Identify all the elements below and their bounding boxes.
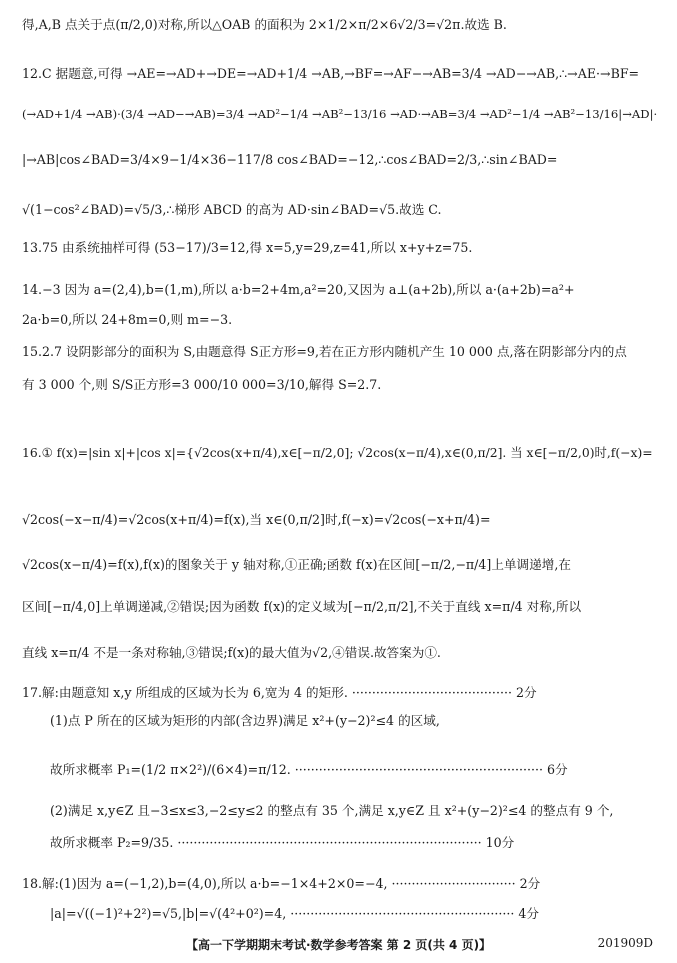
page-footer (0, 936, 677, 954)
text-line: 得,A,B 点关于点(π/2,0)对称,所以△OAB 的面积为 2×1/2×π/2×6√2/3=√2π.故选 B. (22, 17, 507, 32)
text-line: 18.解:(1)因为 a=(−1,2),b=(4,0),所以 a·b=−1×4+2×0=−4, ······························· 2分 (22, 876, 541, 891)
text-line: 15.2.7 设阴影部分的面积为 S,由题意得 S正方形=9,若在正方形内随机产生 10 000 点,落在阴影部分内的点 (22, 344, 627, 359)
text-line: 故所求概率 P₂=9/35. ············································································ 10分 (50, 835, 515, 850)
text-line: 2a·b=0,所以 24+8m=0,则 m=−3. (22, 312, 233, 327)
text-line: 有 3 000 个,则 S/S正方形=3 000/10 000=3/10,解得 S=2.7. (22, 377, 382, 392)
text-line: 16.① f(x)=|sin x|+|cos x|={√2cos(x+π/4),x∈[−π/2,0]; √2cos(x−π/4),x∈(0,π/2]. 当 x∈[−π/2,0)时,f(−x)= (22, 446, 653, 460)
text-line: 区间[−π/4,0]上单调递减,②错误;因为函数 f(x)的定义域为[−π/2,π/2],不关于直线 x=π/4 对称,所以 (22, 599, 582, 614)
text-line: 故所求概率 P₁=(1/2 π×2²)/(6×4)=π/12. ······························································ 6分 (50, 762, 568, 777)
text-line: 17.解:由题意知 x,y 所组成的区域为长为 6,宽为 4 的矩形. ········································ 2分 (22, 685, 537, 700)
text-line: (→AD+1/4 →AB)·(3/4 →AD−→AB)=3/4 →AD²−1/4 →AB²−13/16 →AD·→AB=3/4 →AD²−1/4 →AB²−13/16|→AD|· (22, 107, 658, 121)
text-line: √(1−cos²∠BAD)=√5/3,∴梯形 ABCD 的高为 AD·sin∠BAD=√5.故选 C. (22, 202, 442, 217)
text-line: √2cos(−x−π/4)=√2cos(x+π/4)=f(x),当 x∈(0,π/2]时,f(−x)=√2cos(−x+π/4)= (22, 512, 491, 527)
text-line: |→AB|cos∠BAD=3/4×9−1/4×36−117/8 cos∠BAD=−12,∴cos∠BAD=2/3,∴sin∠BAD= (22, 152, 558, 167)
footer-title: 【高一下学期期末考试·数学参考答案 第 2 页(共 4 页)】 (185, 938, 492, 952)
text-line: 直线 x=π/4 不是一条对称轴,③错误;f(x)的最大值为√2,④错误.故答案为①. (22, 645, 441, 660)
text-line: |a|=√((−1)²+2²)=√5,|b|=√(4²+0²)=4, ························································ 4分 (50, 906, 540, 921)
text-line: (2)满足 x,y∈Z 且−3≤x≤3,−2≤y≤2 的整点有 35 个,满足 x,y∈Z 且 x²+(y−2)²≤4 的整点有 9 个, (50, 803, 614, 818)
footer-code: 201909D (597, 936, 653, 950)
text-line: √2cos(x−π/4)=f(x),f(x)的图象关于 y 轴对称,①正确;函数 f(x)在区间[−π/2,−π/4]上单调递增,在 (22, 557, 571, 572)
text-line: 12.C 据题意,可得 →AE=→AD+→DE=→AD+1/4 →AB,→BF=→AF−→AB=3/4 →AD−→AB,∴→AE·→BF= (22, 66, 640, 81)
text-line: 14.−3 因为 a=(2,4),b=(1,m),所以 a·b=2+4m,a²=20,又因为 a⊥(a+2b),所以 a·(a+2b)=a²+ (22, 282, 575, 297)
text-line: (1)点 P 所在的区域为矩形的内部(含边界)满足 x²+(y−2)²≤4 的区域, (50, 713, 440, 728)
text-line: 13.75 由系统抽样可得 (53−17)/3=12,得 x=5,y=29,z=41,所以 x+y+z=75. (22, 240, 473, 255)
